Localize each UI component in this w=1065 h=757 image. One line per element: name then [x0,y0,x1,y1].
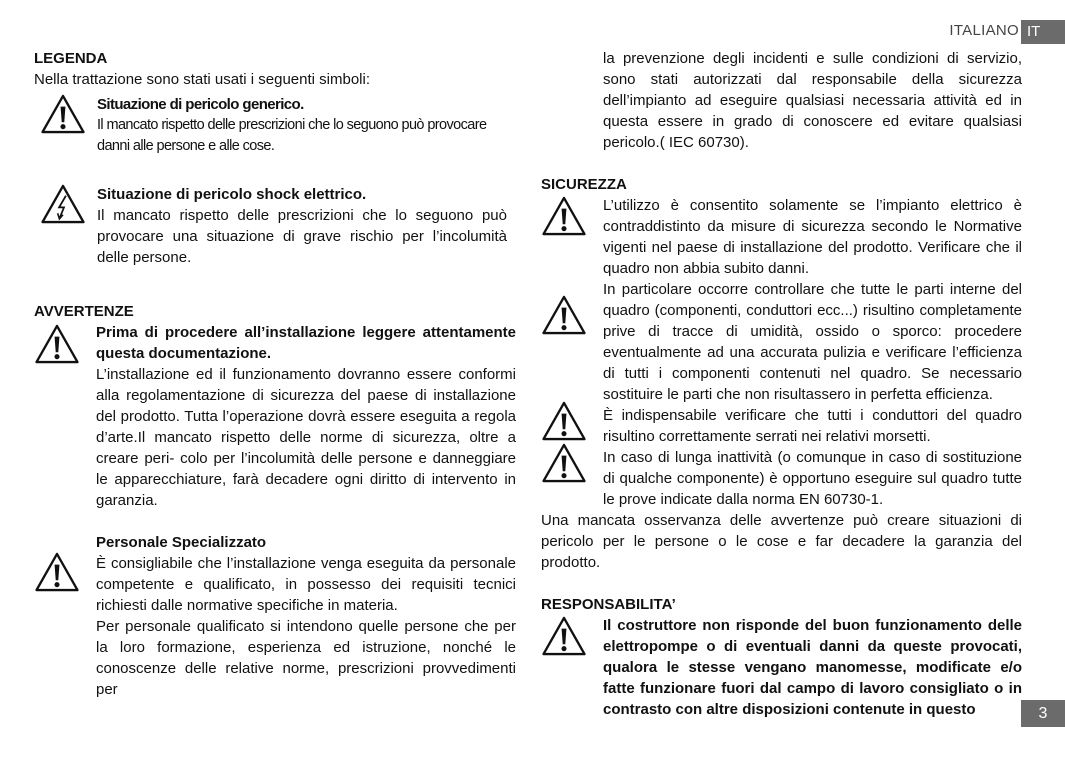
avvertenze-block [34,322,516,511]
language-code-badge: IT [1021,20,1065,44]
avvertenze-bold-text: Prima di procedere all’installazione leggere attentamente questa documentazione. [96,324,516,362]
staff-text-2: Per personale qualificato si intendono quelle persone che per la loro formazione, esperienza ed istruzione, nonché le conoscenze delle relative norme, prescrizioni provvedimenti per [96,618,516,698]
warning-triangle-icon [541,196,587,236]
responsabilita-block [541,615,1022,720]
avvertenze-text: L’installazione ed il funzionamento dovranno essere conformi alla regolamentazione di sicurezza del paese di installazione del prodotto. Tutta l’operazione dovrà essere eseguita a regola d’arte.Il mancato rispetto delle norme di sicurezza, oltre a creare peri- colo per l’incolumità delle persone e danneggiare le apparecchiature, farà decadere ogni diritto di intervento in garanzia. [96,366,516,509]
sicurezza-text-1: L’utilizzo è consentito solamente se l’impianto elettrico è contraddistinto da misure di sicurezza secondo le Normative vigenti nel paese di installazione del prodotto. Verificare che il quadro non abbia subito danni. [603,197,1022,277]
page-number: 3 [1021,700,1065,727]
responsabilita-bold-text: Il costruttore non risponde del buon funzionamento delle elettropompe o di eventuali danni da queste provocati, qualora le stesse vengano manomesse, modificate e/o fatte funzionare fuori dal campo di lavoro consigliato o in contrasto con altre disposizioni contenute in questo [603,617,1022,718]
left-column [34,48,516,700]
general-danger-text: Il mancato rispetto delle prescrizioni che lo seguono può provocare danni alle persone e alle cose. [97,117,487,154]
staff-text-3: la prevenzione degli incidenti e sulle condizioni di servizio, sono stati autorizzati dal responsabile della sicurezza dell’impianto ad eseguire qualsiasi necessaria attività ed in questa essere in grado di conoscere ed evitare qualsiasi pericolo.( IEC 60730). [603,50,1022,151]
legenda-intro: Nella trattazione sono stati usati i seguenti simboli: [34,71,371,88]
sicurezza-text-4: In caso di lunga inattività (o comunque in caso di sostituzione di qualche componente) è opportuno eseguire sul quadro tutte le prove indicate dalla norma EN 60730-1. [603,449,1022,508]
warning-triangle-icon [34,324,80,364]
warning-triangle-icon [541,443,587,483]
responsabilita-heading: RESPONSABILITA’ [541,596,676,613]
sicurezza-text-5: Una mancata osservanza delle avvertenze può creare situazioni di pericolo per le persone o le cose e far decadere la garanzia del prodotto. [541,512,1022,571]
staff-block [34,532,516,700]
warning-triangle-icon [541,295,587,335]
legenda-heading: LEGENDA [34,50,108,67]
avvertenze-heading: AVVERTENZE [34,303,134,320]
sicurezza-text-2: In particolare occorre controllare che tutte le parti interne del quadro (componenti, conduttori ecc...) risultino completamente prive di tracce di umidità, ossido o sporco: procedere eventualmente ad una accurata pulizia e verificare l’efficienza di tutti i componenti contenuti nel quadro. Se necessario sostituire le parti che non risultassero in perfetta efficienza. [603,281,1022,403]
sicurezza-block [541,195,1022,573]
sicurezza-heading: SICUREZZA [541,176,627,193]
electric-shock-triangle-icon [40,184,86,224]
staff-text-1: È consigliabile che l’installazione venga eseguita da personale competente e qualificato, in possesso dei requisiti tecnici richiesti dalle normative specifiche in materia. [96,555,516,614]
warning-triangle-icon [541,616,587,656]
shock-danger-text: Il mancato rispetto delle prescrizioni che lo seguono può provocare una situazione di grave rischio per l’incolumità delle persone. [97,207,507,266]
shock-danger-title: Situazione di pericolo shock elettrico. [97,186,367,203]
general-danger-block [34,94,516,157]
warning-triangle-icon [40,94,86,134]
sicurezza-text-3: È indispensabile verificare che tutti i conduttori del quadro risultino correttamente serrati nei relativi morsetti. [603,407,1022,445]
warning-triangle-icon [34,552,80,592]
language-label: ITALIANO [949,22,1019,39]
general-danger-title: Situazione di pericolo generico. [97,96,304,113]
shock-danger-block [34,184,516,268]
right-column [541,48,1022,720]
warning-triangle-icon [541,401,587,441]
staff-title: Personale Specializzato [96,534,267,551]
